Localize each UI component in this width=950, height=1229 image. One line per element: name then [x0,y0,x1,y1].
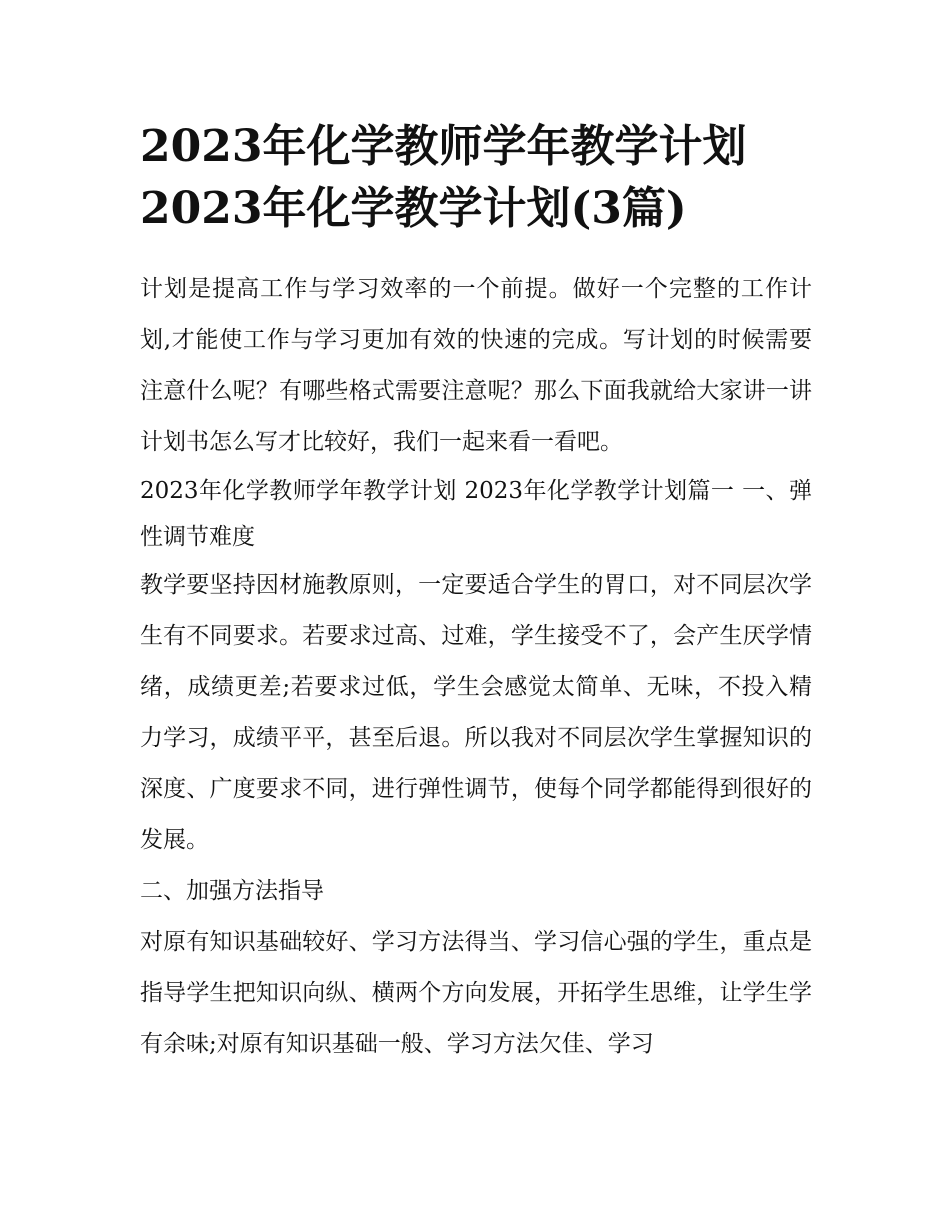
section-one-paragraph: 教学要坚持因材施教原则，一定要适合学生的胃口，对不同层次学生有不同要求。若要求过高、过难，学生接受不了，会产生厌学情绪，成绩更差;若要求过低，学生会感觉太简单、无味，不投入精力学习，成绩平平，甚至后退。所以我对不同层次学生掌握知识的深度、广度要求不同，进行弹性调节，使每个同学都能得到很好的发展。 [140,572,812,853]
section-one-heading: 2023年化学教师学年教学计划 2023年化学教学计划篇一 一、弹性调节难度 [140,478,812,550]
intro-paragraph: 计划是提高工作与学习效率的一个前提。做好一个完整的工作计划,才能使工作与学习更加有效的快速的完成。写计划的时候需要注意什么呢？有哪些格式需要注意呢？那么下面我就给大家讲一讲计划书怎么写才比较好，我们一起来看一看吧。 [140,276,812,455]
section-two-heading: 二、加强方法指导 [140,878,324,904]
document-body [140,264,812,1070]
document-page [140,116,812,1070]
title-line-2: 2023年化学教学计划(3篇) [140,183,687,234]
title-line-1: 2023年化学教师学年教学计划 [140,121,747,172]
section-two-paragraph: 对原有知识基础较好、学习方法得当、学习信心强的学生，重点是指导学生把知识向纵、横两个方向发展，开拓学生思维，让学生学有余味;对原有知识基础一般、学习方法欠佳、学习 [140,929,812,1057]
document-title [140,116,812,240]
